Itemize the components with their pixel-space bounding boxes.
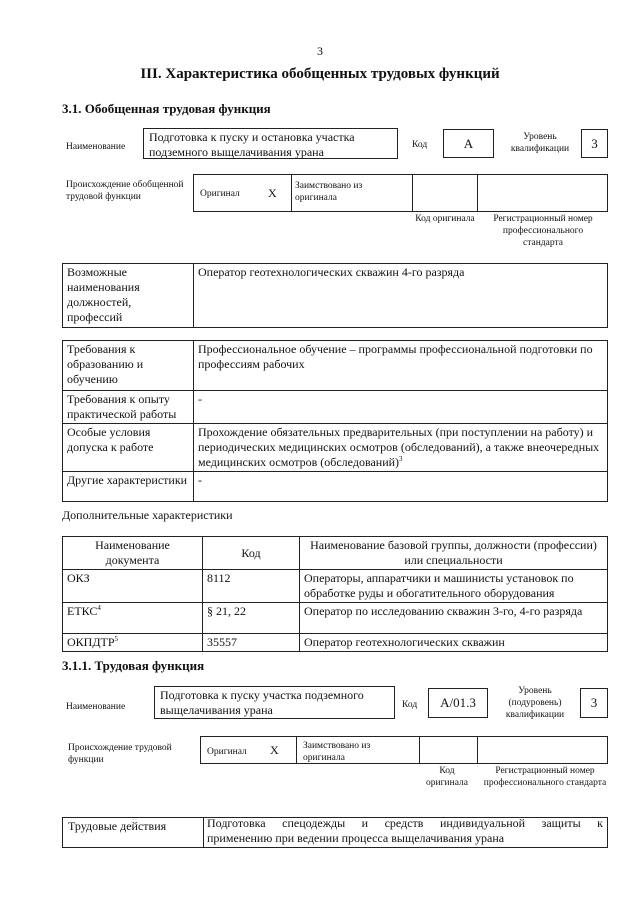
- footnote-mark: 4: [97, 604, 101, 612]
- requirement-row: [63, 472, 608, 502]
- requirement-value: Профессиональное обучение – программы профессиональной подготовки по профессиям рабочих: [194, 341, 608, 391]
- s311-original-mark: X: [270, 743, 279, 757]
- s311-name-value: Подготовка к пуску участка подземного выщелачивания урана: [154, 686, 395, 719]
- requirement-label: Требования к опыту практической работы: [63, 391, 194, 424]
- actions-line2: применению при ведении процесса выщелачивания урана: [207, 831, 505, 845]
- doc-cell: [63, 634, 203, 652]
- header-code: Код: [203, 537, 300, 570]
- code-cell: 35557: [203, 634, 300, 652]
- requirement-label: Другие характеристики: [63, 472, 194, 502]
- s31-borrowed-label: Заимствовано из оригинала: [295, 181, 363, 203]
- doc-cell: ОКЗ: [63, 570, 203, 603]
- section-title: III. Характеристика обобщенных трудовых функций: [140, 66, 500, 82]
- s311-heading: 3.1.1. Трудовая функция: [62, 658, 205, 673]
- s311-borrowed-label: Заимствовано из оригинала: [303, 741, 371, 763]
- name-cell: Оператор геотехнологических скважин: [300, 634, 608, 652]
- code-cell: § 21, 22: [203, 603, 300, 634]
- s31-original-label: Оригинал: [200, 189, 240, 199]
- s31-original-mark: X: [268, 186, 277, 200]
- positions-value: Оператор геотехнологических скважин 4-го разряда: [194, 264, 608, 328]
- header-doc: Наименование документа: [63, 537, 203, 570]
- name-cell: Оператор по исследованию скважин 3-го, 4-го разряда: [300, 603, 608, 634]
- code-cell: 8112: [203, 570, 300, 603]
- name-cell: Операторы, аппаратчики и машинисты установок по обработке руды и обогатительного оборудования: [300, 570, 608, 603]
- doc-text: ЕТКС: [67, 604, 98, 618]
- s31-level-label: Уровень квалификации: [510, 132, 570, 154]
- requirement-value: -: [194, 472, 608, 502]
- s31-code-label: Код: [412, 140, 428, 150]
- s31-code-value: A: [443, 129, 494, 158]
- s31-code-orig-label: Код оригинала: [415, 214, 475, 224]
- s31-level-value: 3: [581, 129, 608, 158]
- s311-code-label: Код: [402, 700, 418, 710]
- header-name: Наименование базовой группы, должности (профессии) или специальности: [300, 537, 608, 570]
- s311-code-value: A/01.3: [428, 688, 488, 718]
- s311-original-label: Оригинал: [207, 747, 247, 757]
- requirement-value: [194, 424, 608, 472]
- requirement-row: [63, 391, 608, 424]
- requirement-row: [63, 341, 608, 391]
- s311-origin-label: Происхождение трудовой функции: [68, 743, 172, 765]
- footnote-mark: 5: [114, 635, 119, 643]
- additional-title: Дополнительные характеристики: [62, 508, 233, 522]
- page-number: 3: [317, 44, 323, 58]
- doc-text: ОКПДТР: [67, 635, 115, 649]
- additional-table: [62, 536, 608, 652]
- requirement-text: Прохождение обязательных предварительных (при поступлении на работу) и периодических медицинских осмотров (обследований), а также внеочередных медицинских осмотров (обследований): [198, 425, 600, 469]
- s31-heading: 3.1. Обобщенная трудовая функция: [62, 101, 271, 116]
- requirement-label: Особые условия допуска к работе: [63, 424, 194, 472]
- positions-label: Возможные наименования должностей, профессий: [63, 264, 194, 328]
- actions-label: Трудовые действия: [68, 819, 167, 833]
- s311-level-label: Уровень (подуровень) квалификации: [505, 686, 565, 720]
- s31-name-value: Подготовка к пуску и остановка участка подземного выщелачивания урана: [143, 128, 398, 159]
- requirement-row: [63, 424, 608, 472]
- s311-name-label: Наименование: [66, 702, 126, 712]
- footnote-mark: 3: [399, 455, 403, 463]
- doc-cell: [63, 603, 203, 634]
- s311-level-value: 3: [580, 688, 608, 718]
- s31-name-label: Наименование: [66, 142, 126, 152]
- requirements-table: [62, 340, 608, 502]
- s31-origin-label: Происхождение обобщенной трудовой функции: [66, 180, 184, 202]
- actions-line1: Подготовка спецодежды и средств индивидуальной защиты к: [207, 816, 603, 830]
- table-row: [63, 570, 608, 603]
- table-row: [63, 603, 608, 634]
- s311-code-orig-label: Код оригинала: [426, 766, 468, 788]
- positions-table: [62, 263, 608, 328]
- s31-reg-label: Регистрационный номер профессионального стандарта: [493, 214, 593, 248]
- s311-reg-label: Регистрационный номер профессионального стандарта: [483, 766, 607, 788]
- requirement-value: -: [194, 391, 608, 424]
- table-row: [63, 634, 608, 652]
- requirement-label: Требования к образованию и обучению: [63, 341, 194, 391]
